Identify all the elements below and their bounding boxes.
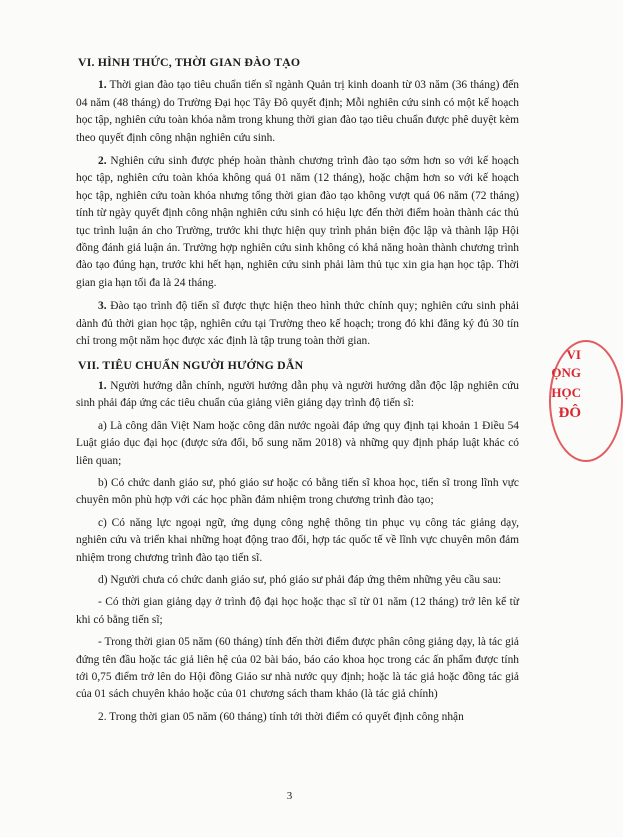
document-body — [76, 54, 519, 731]
paragraph-text: Thời gian đào tạo tiêu chuẩn tiến sĩ ngành Quản trị kinh doanh từ 03 năm (36 tháng) đến 04 năm (48 tháng) do Trường Đại học Tây Đô quyết định; Mỗi nghiên cứu sinh có một kế hoạch học tập, nghiên cứu toàn khóa nằm trong khung thời gian đào tạo tiêu chuẩn được phê duyệt kèm theo quyết định công nhận nghiên cứu sinh. — [76, 79, 519, 144]
section-heading-vii: VII. TIÊU CHUẨN NGƯỜI HƯỚNG DẪN — [78, 357, 304, 372]
paragraph — [76, 77, 519, 147]
list-item-c: c) Có năng lực ngoại ngữ, ứng dụng công nghệ thông tin phục vụ công tác giảng dạy, nghiên cứu và triển khai những hoạt động trao đổi, hợp tác quốc tế về lĩnh vực chuyên môn đảm nhiệm trong chương trình đào tạo tiến sĩ. — [76, 516, 519, 564]
paragraph-text: Nghiên cứu sinh được phép hoàn thành chương trình đào tạo sớm hơn so với kế hoạch học tập, nghiên cứu toàn khóa không quá 01 năm (12 tháng), hoặc chậm hơn so với kế hoạch học tập, nghiên cứu toàn khóa nhưng tổng thời gian đào tạo không vượt quá 06 năm (72 tháng) tính từ ngày quyết định công nhận nghiên cứu sinh có hiệu lực đến thời điểm hoàn thành các thủ tục trình luận án cho Trường, trước khi thực hiện quy trình phản biện độc lập và thành lập Hội đồng đánh giá luận án. Trường hợp nghiên cứu sinh không có khả năng hoàn thành chương trình đào tạo đúng hạn, trước khi hết hạn, nghiên cứu sinh phải làm thủ tục xin gia hạn học tập. Thời gian gia hạn tối đa là 24 tháng. — [76, 155, 520, 289]
seal-text: VI — [566, 347, 581, 362]
list-item-d2: - Trong thời gian 05 năm (60 tháng) tính đến thời điểm được phân công giảng dạy, là tác giả đứng tên đầu hoặc tác giả liên hệ của 02 bài báo, báo cáo khoa học trong các ấn phẩm được tính tới 0,75 điểm trở lên do Hội đồng Giáo sư nhà nước quy định; hoặc là tác giả hoặc đồng tác giả của 01 sách chuyên khảo hoặc của 01 chương sách tham khảo (là tác giả chính) — [76, 636, 519, 701]
page-number: 3 — [286, 790, 293, 802]
paragraph-2: 2. Trong thời gian 05 năm (60 tháng) tính tới thời điểm có quyết định công nhận — [98, 710, 464, 723]
paragraph-text: Đào tạo trình độ tiến sĩ được thực hiện theo hình thức chính quy; nghiên cứu sinh phải dành đủ thời gian học tập, nghiên cứu tại Trường theo kế hoạch; trong đó khi đăng ký đủ 30 tín chỉ trong một năm học được xác định là tập trung toàn thời gian. — [76, 300, 519, 348]
seal-text: ĐÔ — [558, 405, 581, 421]
list-item-b: b) Có chức danh giáo sư, phó giáo sư hoặc có bằng tiến sĩ khoa học, tiến sĩ trong lĩnh vực chuyên môn phù hợp với các học phần đảm nhiệm trong chương trình đào tạo; — [76, 476, 519, 507]
red-seal-stamp — [549, 340, 583, 460]
list-item-a: a) Là công dân Việt Nam hoặc công dân nước ngoài đáp ứng quy định tại khoản 1 Điều 54 Luật giáo dục đại học (được sửa đổi, bổ sung năm 2018) và những quy định pháp luật khác có liên quan; — [76, 419, 519, 467]
item-number: 3. — [98, 300, 107, 313]
item-number: 1. — [98, 79, 107, 92]
paragraph — [76, 378, 519, 413]
item-number: 2. — [98, 155, 107, 168]
list-item-d1: - Có thời gian giảng dạy ở trình độ đại học hoặc thạc sĩ từ 01 năm (12 tháng) trở lên kể từ khi có bằng tiến sĩ; — [76, 596, 519, 626]
section-heading-vi: VI. HÌNH THỨC, THỜI GIAN ĐÀO TẠO — [78, 55, 301, 69]
list-item-d: d) Người chưa có chức danh giáo sư, phó giáo sư phải đáp ứng thêm những yêu cầu sau: — [98, 573, 502, 586]
paragraph-text: Người hướng dẫn chính, người hướng dẫn phụ và người hướng dẫn độc lập nghiên cứu sinh phải đáp ứng các tiêu chuẩn của giảng viên giảng dạy trình độ tiến sĩ: — [76, 379, 519, 410]
paragraph — [76, 153, 519, 292]
item-number: 1. — [98, 379, 107, 392]
seal-text: ỌNG — [551, 365, 581, 380]
seal-text: HỌC — [551, 385, 581, 400]
paragraph — [76, 298, 519, 350]
